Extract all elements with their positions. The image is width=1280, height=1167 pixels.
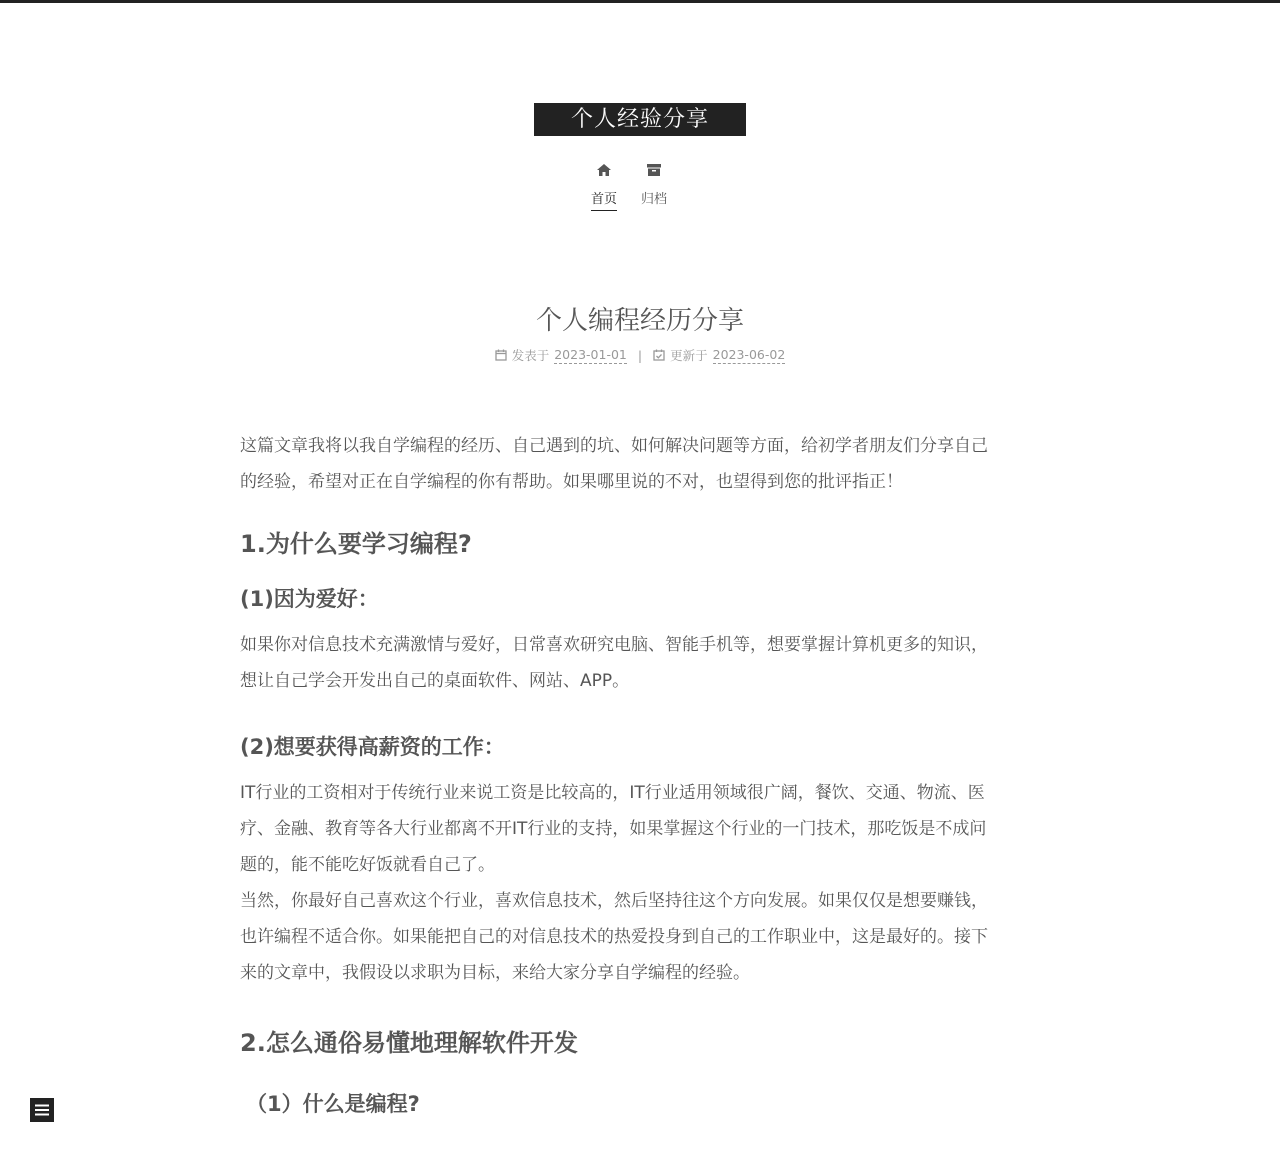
top-border xyxy=(0,0,1280,3)
meta-separator: | xyxy=(637,347,643,363)
updated-date: 2023-06-02 xyxy=(712,346,786,362)
nav-label-archive: 归档 xyxy=(640,192,667,207)
main-nav xyxy=(590,160,668,211)
heading-what-is-programming: （1）什么是编程? xyxy=(246,1092,420,1116)
updated-label: 更新于 xyxy=(670,348,708,363)
archive-icon xyxy=(647,160,661,180)
calendar-icon xyxy=(495,349,507,361)
published-date: 2023-01-01 xyxy=(554,346,627,362)
nav-item-archive[interactable] xyxy=(640,160,668,211)
paragraph-high-salary: IT行业的工资相对于传统行业来说工资是比较高的，IT行业适用领域很广阔，餐饮、交通、物流、医 疗、金融、教育等各大行业都离不开IT行业的支持，如果掌握这个行业的一门技术，那吃饭是不成问 题的，能不能吃好饭就看自己了。 当然，你最好自己喜欢这个行业，喜欢信息技术，然后坚持往这个方向发展。如果仅仅是想要赚钱， 也许编程不适合你。如果能把自己的对信息技术的热爱投身到自己的工作职业中，这是最好的。接下 来的文章中，我假设以求职为目标，来给大家分享自学编程的经验。 xyxy=(240,783,988,983)
heading-why-learn: 1.为什么要学习编程? xyxy=(240,530,472,558)
home-icon xyxy=(597,160,611,180)
nav-item-home[interactable] xyxy=(590,160,618,211)
heading-hobby: (1)因为爱好： xyxy=(240,587,379,611)
heading-high-salary: (2)想要获得高薪资的工作： xyxy=(240,735,505,759)
published-label: 发表于 xyxy=(511,348,550,363)
calendar-check-icon xyxy=(653,349,665,361)
post-meta xyxy=(0,346,1280,364)
post-title: 个人编程经历分享 xyxy=(535,306,744,336)
post-content xyxy=(240,428,1045,1118)
nav-label-home: 首页 xyxy=(591,188,617,211)
site-title[interactable]: 个人经验分享 xyxy=(534,103,746,136)
sidebar-toggle-button[interactable] xyxy=(30,1098,54,1122)
intro-paragraph: 这篇文章我将以我自学编程的经历、自己遇到的坑、如何解决问题等方面，给初学者朋友们分享自己 的经验，希望对正在自学编程的你有帮助。如果哪里说的不对，也望得到您的批评指正！ xyxy=(240,436,988,492)
menu-icon xyxy=(35,1104,49,1116)
paragraph-hobby: 如果你对信息技术充满激情与爱好，日常喜欢研究电脑、智能手机等，想要掌握计算机更多的知识， 想让自己学会开发出自己的桌面软件、网站、APP。 xyxy=(240,635,988,691)
heading-software-dev: 2.怎么通俗易懂地理解软件开发 xyxy=(240,1029,578,1057)
